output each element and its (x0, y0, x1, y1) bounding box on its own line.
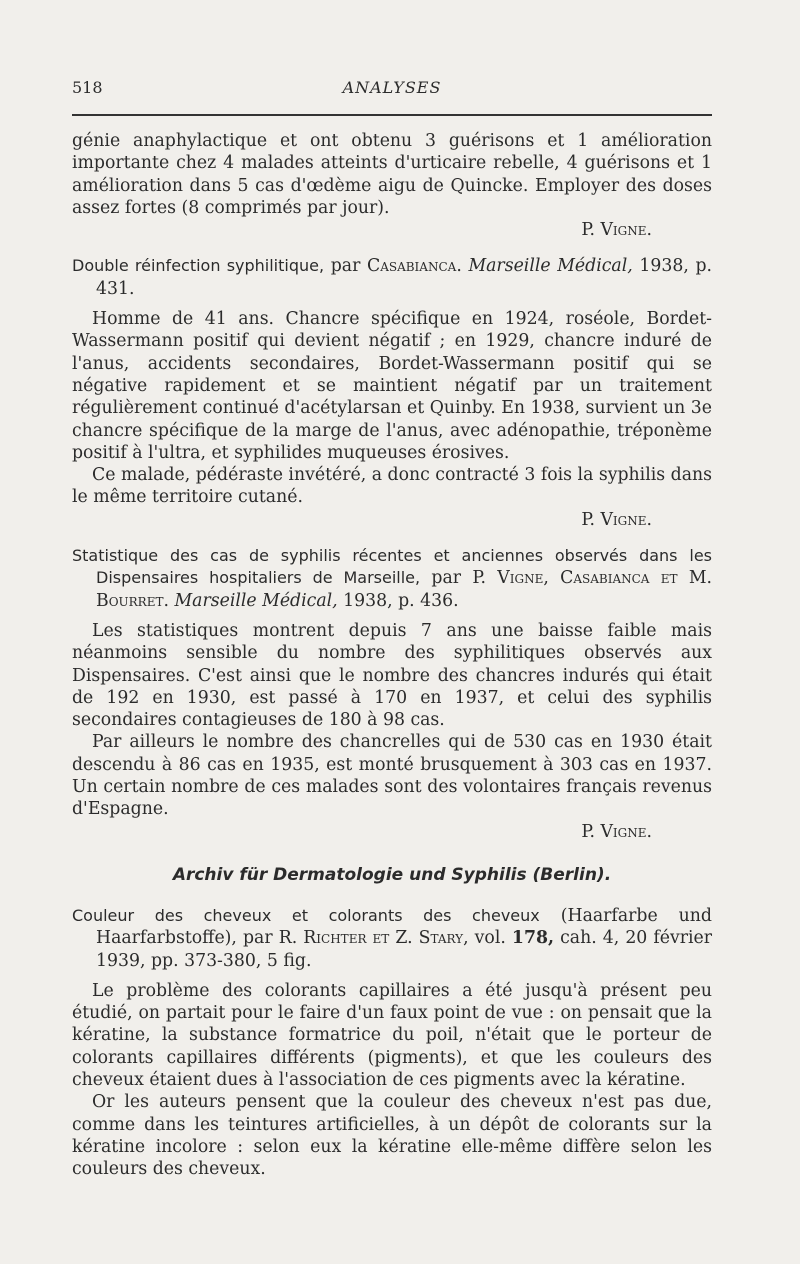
article1-signature: P. Vigne. (581, 509, 652, 530)
article1-journal: Marseille Médical, (468, 256, 633, 277)
article1-authors: Casabianca. (366, 256, 462, 277)
article0-signature: P. Vigne. (581, 220, 652, 241)
article3-paragraph: Le problème des colorants capillaires a été jusqu'à présent peu étudié, on partait pour le faire d'un faux point de vue : on pensait que la kératine, la substance formatrice du poil, n'était que le porteur de colorants capillaires différents (pigments), et que les couleurs des cheveux étaient dues à l'association de ces pigments avec la kératine. (72, 980, 712, 1090)
article3-subtitle: (Haarfarbe und Haarfarbstoffe), (96, 905, 712, 949)
article3-authors: R. Richter et Z. Stary, (278, 928, 469, 949)
article3-heading: Couleur des cheveux et colorants des cheveux (Haarfarbe und Haarfarbstoffe), par R. Richter et Z. Stary, vol. 178, cah. 4, 20 février 1939, pp. 373-380, 5 fig. (72, 905, 713, 971)
article2-title: Statistique des cas de syphilis récentes et anciennes observés dans les Dispensaires hospitaliers de Marseille, (72, 546, 712, 588)
article2-paragraph: Par ailleurs le nombre des chancrelles qui de 530 cas en 1930 était descendu à 86 cas en 1935, est monté brusquement à 303 cas en 1937. Un certain nombre de ces malades sont des volontaires français revenus d'Espagne. (72, 732, 712, 820)
article3-volume: 178, (511, 928, 555, 949)
running-title: ANALYSES (342, 78, 442, 97)
article2-journal: Marseille Médical, (174, 590, 338, 611)
section-heading: Archiv für Dermatologie und Syphilis (Berlin). (172, 864, 612, 885)
article1-paragraph: Ce malade, pédéraste invétéré, a donc contracté 3 fois la syphilis dans le même territoire cutané. (72, 465, 712, 508)
article2-paragraph: Les statistiques montrent depuis 7 ans une baisse faible mais néanmoins sensible du nombre des syphilitiques observés aux Dispensaires. C'est ainsi que le nombre des chancres indurés qui était de 192 en 1930, est passé à 170 en 1937, et celui des syphilis secondaires contagieuses de 180 à 98 cas. (72, 620, 712, 731)
header-rule (72, 114, 712, 116)
article2-heading: Statistique des cas de syphilis récentes et anciennes observés dans les Dispensaires hospitaliers de Marseille, par P. Vigne, Casabianca et M. Bourret. Marseille Médical, 1938, p. 436. (72, 546, 713, 611)
article2-signature: P. Vigne. (581, 821, 652, 842)
article0-text: génie anaphylactique et ont obtenu 3 guérisons et 1 amélioration importante chez 4 malades atteints d'urticaire rebelle, 4 guérisons et 1 amélioration dans 5 cas d'œdème aigu de Quincke. Employer des doses assez fortes (8 comprimés par jour). (72, 131, 712, 218)
page-number: 518 (72, 78, 103, 97)
article1-title: Double réinfection syphilitique, (72, 256, 325, 276)
article2-authors: P. Vigne, Casabianca et M. Bourret. (96, 568, 713, 611)
article3-ref: cah. 4, 20 février 1939, pp. 373-380, 5 fig. (96, 928, 713, 971)
article1-paragraph: Homme de 41 ans. Chancre spécifique en 1924, roséole, Bordet-Wassermann positif qui devient négatif ; en 1929, chancre induré de l'anus, accidents secondaires, Bordet-Wassermann positif qui se négative rapidement et se maintient négatif par un traitement régulièrement continué d'acétylarsan et Quinby. En 1938, survient un 3e chancre spécifique de la marge de l'anus, avec adénopathie, tréponème positif à l'ultra, et syphilides muqueuses érosives. (72, 309, 712, 463)
article2-ref: 1938, p. 436. (343, 590, 459, 611)
running-head (72, 78, 712, 106)
page (72, 78, 712, 1180)
article1-ref: 1938, p. 431. (96, 256, 713, 299)
article3-title: Couleur des cheveux et colorants des cheveux (72, 905, 540, 925)
article1-heading: Double réinfection syphilitique, par Casabianca. Marseille Médical, 1938, p. 431. (72, 256, 713, 299)
article3-paragraph: Or les auteurs pensent que la couleur des cheveux n'est pas due, comme dans les teintures artificielles, à un dépôt de colorants sur la kératine incolore : selon eux la kératine elle-même diffère selon les couleurs des cheveux. (72, 1092, 712, 1180)
